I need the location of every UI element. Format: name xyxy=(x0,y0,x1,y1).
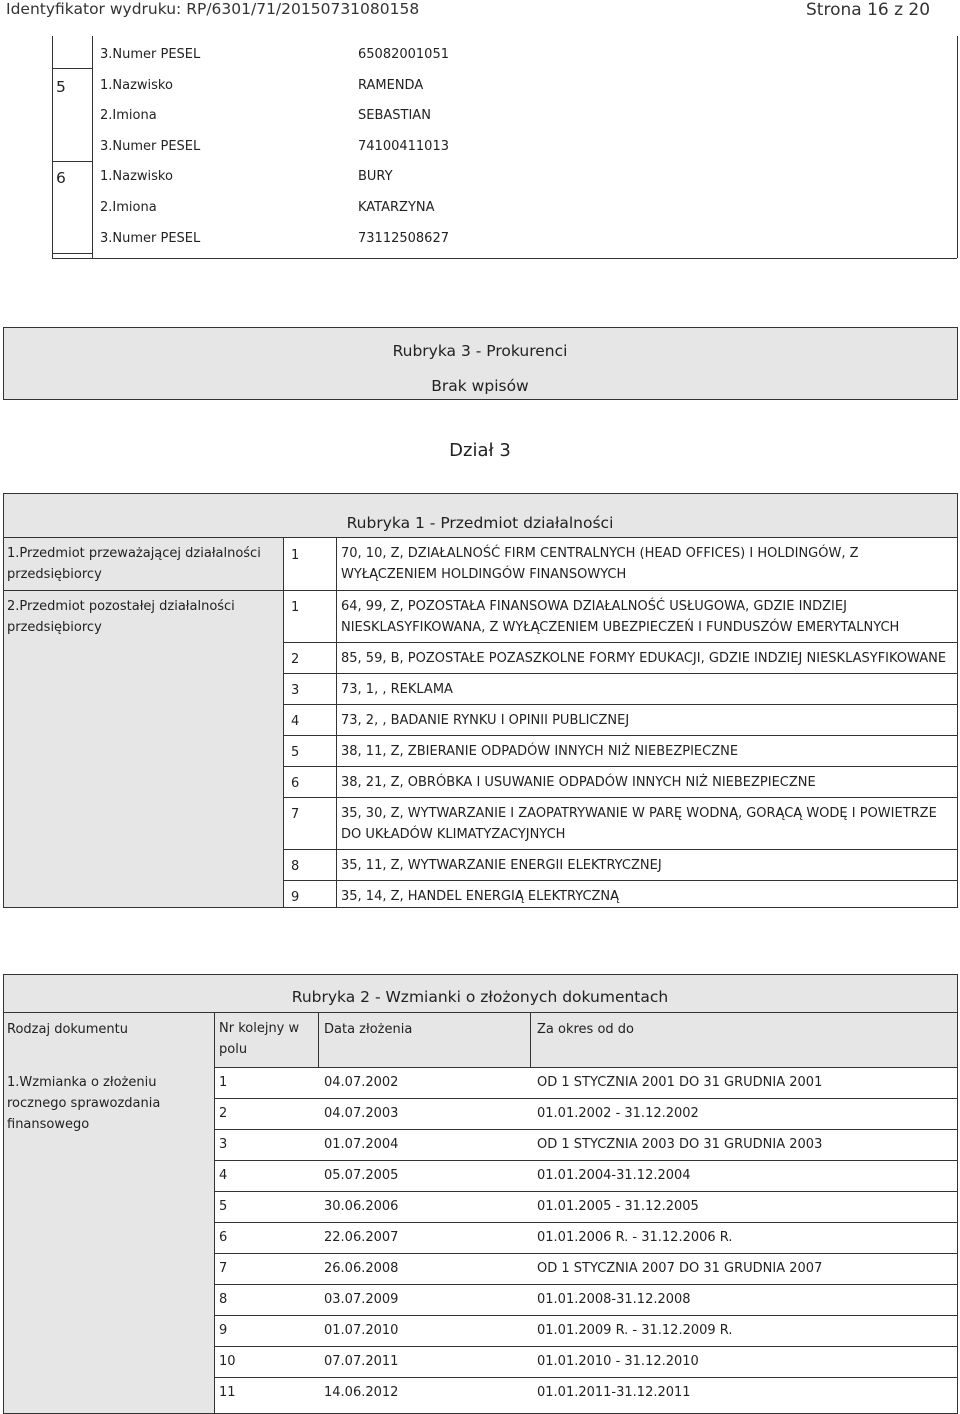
column-header-type: Rodzaj dokumentu xyxy=(7,1022,128,1037)
entry-period: OD 1 STYCZNIA 2007 DO 31 GRUDNIA 2007 xyxy=(537,1261,823,1276)
entry-date: 03.07.2009 xyxy=(324,1292,399,1307)
entry-period: 01.01.2002 - 31.12.2002 xyxy=(537,1106,699,1121)
activity-number: 4 xyxy=(291,714,300,729)
pesel-label: 3.Numer PESEL xyxy=(100,47,201,62)
main-activity-label: 1.Przedmiot przeważającej działalności przedsiębiorcy xyxy=(7,546,261,582)
przedmiot-label-column xyxy=(4,537,283,907)
row-separator xyxy=(214,1315,957,1316)
row-separator xyxy=(214,1098,957,1099)
activity-text: 85, 59, B, POZOSTAŁE POZASZKOLNE FORMY EDUKACJI, GDZIE INDZIEJ NIESKLASYFIKOWANE xyxy=(341,651,947,666)
persons-row-sep xyxy=(52,161,93,162)
entry-number: 3 xyxy=(219,1137,228,1152)
document-type: 1.Wzmianka o złożeniu rocznego sprawozdania finansowego xyxy=(7,1075,161,1132)
entry-number: 8 xyxy=(219,1292,228,1307)
row-separator xyxy=(283,766,957,767)
column-divider xyxy=(336,537,337,907)
entry-period: 01.01.2011-31.12.2011 xyxy=(537,1385,691,1400)
entry-date: 30.06.2006 xyxy=(324,1199,399,1214)
surname-value: BURY xyxy=(358,169,393,184)
pesel-label: 3.Numer PESEL xyxy=(100,139,201,154)
entry-date: 22.06.2007 xyxy=(324,1230,399,1245)
entry-period: 01.01.2008-31.12.2008 xyxy=(537,1292,691,1307)
column-header-date: Data złożenia xyxy=(324,1022,413,1037)
row-separator xyxy=(283,735,957,736)
pesel-value: 73112508627 xyxy=(358,231,449,246)
prokurenci-title: Rubryka 3 - Prokurenci xyxy=(392,342,568,360)
row-separator xyxy=(283,880,957,881)
row-separator xyxy=(214,1284,957,1285)
names-value: KATARZYNA xyxy=(358,200,435,215)
names-value: SEBASTIAN xyxy=(358,108,431,123)
surname-label: 1.Nazwisko xyxy=(100,169,173,184)
wzmianki-title: Rubryka 2 - Wzmianki o złożonych dokumentach xyxy=(291,988,669,1006)
entry-date: 26.06.2008 xyxy=(324,1261,399,1276)
row-separator xyxy=(283,673,957,674)
entry-date: 04.07.2002 xyxy=(324,1075,399,1090)
row-separator xyxy=(214,1222,957,1223)
activity-number: 9 xyxy=(291,890,300,905)
row-separator xyxy=(214,1129,957,1130)
entry-period: 01.01.2005 - 31.12.2005 xyxy=(537,1199,699,1214)
entry-period: OD 1 STYCZNIA 2003 DO 31 GRUDNIA 2003 xyxy=(537,1137,823,1152)
persons-bottom xyxy=(52,258,957,259)
entry-period: 01.01.2010 - 31.12.2010 xyxy=(537,1354,699,1369)
entry-date: 07.07.2011 xyxy=(324,1354,399,1369)
activity-number: 3 xyxy=(291,683,300,698)
prokurenci-status: Brak wpisów xyxy=(431,377,529,395)
column-header-period: Za okres od do xyxy=(537,1022,634,1037)
row-separator xyxy=(283,704,957,705)
person-number: 5 xyxy=(56,78,66,96)
print-identifier: Identyfikator wydruku: RP/6301/71/20150731080158 xyxy=(6,0,420,18)
entry-date: 14.06.2012 xyxy=(324,1385,399,1400)
column-divider xyxy=(318,1012,319,1067)
entry-number: 11 xyxy=(219,1385,236,1400)
entry-number: 10 xyxy=(219,1354,236,1369)
activity-number: 5 xyxy=(291,745,300,760)
activity-text: 35, 30, Z, WYTWARZANIE I ZAOPATRYWANIE W PARĘ WODNĄ, GORĄCĄ WODĘ I POWIETRZE DO UKŁADÓW KLIMATYZACYJNYCH xyxy=(341,806,937,842)
other-activity-label: 2.Przedmiot pozostałej działalności przedsiębiorcy xyxy=(7,599,235,635)
names-label: 2.Imiona xyxy=(100,108,157,123)
names-label: 2.Imiona xyxy=(100,200,157,215)
wzmianki-columns xyxy=(4,1012,957,1067)
activity-number: 7 xyxy=(291,807,300,822)
column-divider xyxy=(283,537,284,907)
activity-text: 35, 11, Z, WYTWARZANIE ENERGII ELEKTRYCZNEJ xyxy=(341,858,662,873)
row-separator xyxy=(283,849,957,850)
entry-number: 9 xyxy=(219,1323,228,1338)
persons-divider xyxy=(92,36,93,258)
entry-number: 6 xyxy=(219,1230,228,1245)
entry-number: 7 xyxy=(219,1261,228,1276)
column-header-number: Nr kolejny w polu xyxy=(219,1021,300,1057)
activity-number: 1 xyxy=(291,548,300,563)
entry-number: 5 xyxy=(219,1199,228,1214)
activity-text: 70, 10, Z, DZIAŁALNOŚĆ FIRM CENTRALNYCH (HEAD OFFICES) I HOLDINGÓW, Z WYŁĄCZENIEM HOLDINGÓW FINANSOWYCH xyxy=(341,546,859,582)
activity-text: 73, 2, , BADANIE RYNKU I OPINII PUBLICZNEJ xyxy=(341,713,630,728)
row-separator xyxy=(4,1012,957,1013)
row-separator xyxy=(283,642,957,643)
activity-number: 2 xyxy=(291,652,300,667)
activity-text: 64, 99, Z, POZOSTAŁA FINANSOWA DZIAŁALNOŚĆ USŁUGOWA, GDZIE INDZIEJ NIESKLASYFIKOWANA, Z WYŁĄCZENIEM UBEZPIECZEŃ I FUNDUSZÓW EMERYTALNYCH xyxy=(341,599,900,635)
entry-date: 01.07.2004 xyxy=(324,1137,399,1152)
person-number: 6 xyxy=(56,169,66,187)
entry-number: 2 xyxy=(219,1106,228,1121)
entry-number: 4 xyxy=(219,1168,228,1183)
entry-number: 1 xyxy=(219,1075,228,1090)
persons-row-sep xyxy=(52,253,93,254)
activity-text: 73, 1, , REKLAMA xyxy=(341,682,453,697)
przedmiot-title: Rubryka 1 - Przedmiot działalności xyxy=(346,514,614,532)
column-divider xyxy=(530,1012,531,1067)
row-separator xyxy=(4,537,957,538)
row-separator xyxy=(214,1160,957,1161)
row-separator xyxy=(214,1253,957,1254)
activity-text: 35, 14, Z, HANDEL ENERGIĄ ELEKTRYCZNĄ xyxy=(341,889,620,904)
entry-period: 01.01.2006 R. - 31.12.2006 R. xyxy=(537,1230,733,1245)
row-separator xyxy=(214,1346,957,1347)
persons-row-sep xyxy=(52,68,93,69)
page-number: Strona 16 z 20 xyxy=(806,0,931,20)
entry-period: 01.01.2009 R. - 31.12.2009 R. xyxy=(537,1323,733,1338)
row-separator xyxy=(214,1377,957,1378)
entry-period: OD 1 STYCZNIA 2001 DO 31 GRUDNIA 2001 xyxy=(537,1075,823,1090)
activity-number: 8 xyxy=(291,859,300,874)
entry-date: 01.07.2010 xyxy=(324,1323,399,1338)
entry-date: 05.07.2005 xyxy=(324,1168,399,1183)
section-title: Dział 3 xyxy=(449,440,511,461)
pesel-value: 65082001051 xyxy=(358,47,449,62)
row-separator xyxy=(214,1191,957,1192)
pesel-label: 3.Numer PESEL xyxy=(100,231,201,246)
activity-text: 38, 11, Z, ZBIERANIE ODPADÓW INNYCH NIŻ NIEBEZPIECZNE xyxy=(341,744,739,759)
column-divider xyxy=(214,1012,215,1414)
surname-value: RAMENDA xyxy=(358,78,424,93)
row-separator xyxy=(283,797,957,798)
row-separator xyxy=(4,590,957,591)
activity-number: 1 xyxy=(291,600,300,615)
surname-label: 1.Nazwisko xyxy=(100,78,173,93)
entry-period: 01.01.2004-31.12.2004 xyxy=(537,1168,691,1183)
pesel-value: 74100411013 xyxy=(358,139,449,154)
activity-number: 6 xyxy=(291,776,300,791)
activity-text: 38, 21, Z, OBRÓBKA I USUWANIE ODPADÓW INNYCH NIŻ NIEBEZPIECZNE xyxy=(341,775,816,790)
entry-date: 04.07.2003 xyxy=(324,1106,399,1121)
